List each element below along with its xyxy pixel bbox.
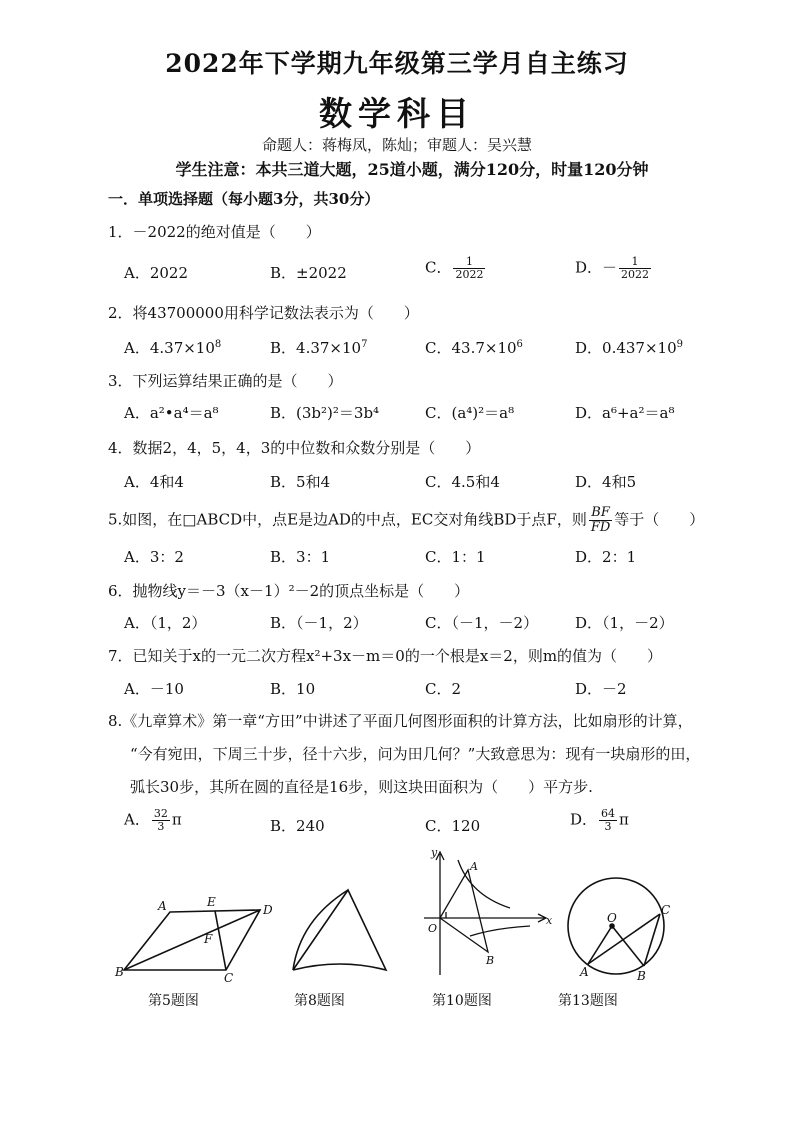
q8-a-pi: π	[171, 810, 182, 829]
q8-option-c: C．120	[425, 817, 481, 835]
question-7-stem: 7．已知关于x的一元二次方程x²+3x－m＝0的一个根是x＝2，则m的值为（ ）	[108, 647, 663, 665]
section-heading: 一．单项选择题（每小题3分，共30分）	[108, 190, 380, 208]
q8-option-d-label: D．	[570, 810, 598, 829]
fig13-label-a: A	[580, 965, 589, 979]
q7-option-d: D．－2	[575, 680, 627, 698]
q3-option-a: A．a²•a⁴＝a⁸	[124, 404, 219, 422]
q6-option-c: C．（－1，－2）	[425, 614, 539, 632]
fig13-label-c: C	[661, 903, 671, 917]
question-5-stem	[108, 506, 704, 535]
fig13-label-b: B	[637, 969, 646, 983]
q6-option-d: D．（1，－2）	[575, 614, 674, 632]
hyperbola-upper	[458, 860, 510, 908]
q2-option-a	[124, 337, 221, 358]
q5-stem-pre: 5.如图，在□ABCD中，点E是边AD的中点，EC交对角线BD于点F，则	[108, 510, 587, 529]
fig5-label-e: E	[207, 895, 216, 909]
q5-stem-post: 等于（ ）	[614, 510, 705, 529]
q1-c-numerator: 1	[453, 256, 485, 269]
figure-8-caption: 第8题图	[294, 993, 345, 1009]
q8-option-a-fraction	[152, 808, 170, 833]
circle-o	[568, 878, 664, 974]
q2-c-base: C．43.7×10	[425, 339, 517, 357]
subject-title: 数学科目	[319, 94, 475, 133]
q8-option-d-fraction	[599, 808, 617, 833]
chord-ac	[588, 914, 660, 964]
q1-c-denominator: 2022	[455, 268, 484, 281]
figure-13	[568, 878, 664, 974]
question-3-stem: 3．下列运算结果正确的是（ ）	[108, 372, 343, 390]
figure-10-caption: 第10题图	[432, 993, 492, 1009]
fig5-label-f: F	[204, 932, 213, 946]
fig5-label-a: A	[158, 899, 167, 913]
question-2-stem: 2．将43700000用科学记数法表示为（ ）	[108, 304, 419, 322]
q5-ratio-fraction	[589, 506, 612, 535]
q1-option-a: A．2022	[124, 264, 189, 282]
q8-d-pi: π	[619, 810, 629, 829]
q1-option-d-fraction	[619, 256, 651, 281]
fig10-label-a: A	[470, 860, 478, 873]
question-8-line-1: 8.《九章算术》第一章“方田”中讲述了平面几何图形面积的计算方法，比如扇形的计算，	[108, 712, 693, 730]
q7-option-c: C．2	[425, 680, 462, 698]
fig13-label-o: O	[607, 911, 617, 925]
triangle-oab	[440, 870, 488, 952]
fig5-label-c: C	[224, 971, 234, 985]
q8-option-a	[124, 808, 182, 833]
exam-title: 2022年下学期九年级第三学月自主练习	[165, 49, 629, 78]
q3-option-c: C．(a⁴)²＝a⁸	[425, 404, 515, 422]
figure-5	[124, 910, 260, 970]
figure-8	[293, 890, 386, 970]
q8-option-b: B．240	[270, 817, 325, 835]
figures-strip	[0, 840, 794, 1020]
diagonal-bd	[124, 910, 260, 970]
q1-option-c-fraction	[453, 256, 485, 281]
figure-10	[424, 852, 546, 975]
q5-option-b: B．3：1	[270, 548, 331, 566]
q2-d-exponent: 9	[676, 339, 683, 350]
question-4-stem: 4．数据2，4，5，4，3的中位数和众数分别是（ ）	[108, 439, 481, 457]
q2-a-base: A．4.37×10	[124, 339, 215, 357]
fig10-label-o: O	[428, 922, 438, 935]
q2-b-base: B．4.37×10	[270, 339, 362, 357]
figure-13-caption: 第13题图	[558, 993, 618, 1009]
q3-option-d: D．a⁶+a²＝a⁸	[575, 404, 675, 422]
q1-d-denominator: 2022	[621, 268, 650, 281]
q2-c-exponent: 6	[516, 339, 523, 350]
q6-option-b: B．（－1，2）	[270, 614, 368, 632]
q2-b-exponent: 7	[361, 339, 368, 350]
q1-option-c-label: C．	[425, 258, 452, 277]
q8-a-numerator: 32	[153, 807, 168, 820]
q4-option-b: B．5和4	[270, 473, 331, 491]
q4-option-a: A．4和4	[124, 473, 184, 491]
hyperbola-lower	[470, 926, 530, 936]
q2-d-base: D．0.437×10	[575, 339, 677, 357]
fig10-label-b: B	[486, 954, 495, 967]
q8-d-denominator: 3	[604, 820, 612, 833]
q8-d-numerator: 64	[601, 807, 616, 820]
q5-option-a: A．3：2	[124, 548, 184, 566]
question-1-stem: 1．－2022的绝对值是（ ）	[108, 223, 321, 241]
question-6-stem: 6．抛物线y＝－3（x－1）²－2的顶点坐标是（ ）	[108, 582, 470, 600]
question-8-line-3: 弧长30步，其所在圆的直径是16步，则这块田面积为（ ）平方步.	[130, 778, 593, 796]
question-8-line-2: “今有宛田，下周三十步，径十六步，问为田几何？”大致意思为：现有一块扇形的田，	[130, 745, 701, 763]
q8-option-d	[570, 808, 629, 833]
q4-option-c: C．4.5和4	[425, 473, 500, 491]
q8-a-denominator: 3	[157, 820, 165, 833]
q2-option-c	[425, 337, 523, 358]
authors-line: 命题人：蒋梅凤，陈灿；审题人：吴兴慧	[261, 136, 532, 154]
q1-option-c	[425, 256, 487, 281]
q2-a-exponent: 8	[214, 339, 222, 350]
q1-option-b: B．±2022	[270, 264, 347, 282]
q1-option-d	[575, 256, 653, 281]
q5-fraction-denominator: FD	[590, 520, 611, 535]
q3-option-b: B．(3b²)²＝3b⁴	[270, 404, 380, 422]
q8-option-a-label: A．	[124, 810, 150, 829]
q7-option-b: B．10	[270, 680, 316, 698]
fig10-label-x: x	[546, 914, 553, 927]
q6-option-a: A．（1，2）	[124, 614, 207, 632]
q1-d-numerator: 1	[619, 256, 651, 269]
q5-option-c: C．1：1	[425, 548, 486, 566]
fig10-label-y: y	[431, 846, 438, 859]
q7-option-a: A．－10	[124, 680, 184, 698]
q5-option-d: D．2：1	[575, 548, 637, 566]
student-notice: 学生注意：本共三道大题，25道小题，满分120分，时量120分钟	[175, 160, 649, 179]
q1-option-d-label: D．－	[575, 258, 618, 277]
figure-5-caption: 第5题图	[148, 993, 199, 1009]
fig5-label-d: D	[263, 903, 273, 917]
radii-oa-ob	[588, 926, 644, 966]
fig5-label-b: B	[115, 965, 124, 979]
q4-option-d: D．4和5	[575, 473, 637, 491]
q2-option-d	[575, 337, 683, 358]
q2-option-b	[270, 337, 367, 358]
segment-ec	[215, 911, 226, 970]
q5-fraction-numerator: BF	[589, 506, 612, 521]
